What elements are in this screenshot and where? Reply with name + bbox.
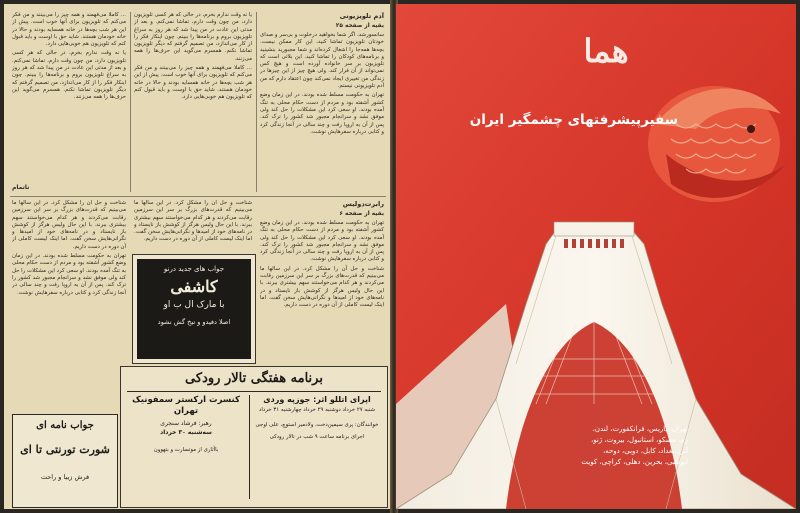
article-subhead: بقیه از صفحه ۲۵ [335,23,384,29]
bottom-ad-line1: جواب نامه ای [36,420,94,431]
article-body-right: سانسورشد، اگر شما بخواهید درخلوت و بی‌سر و صدای خودتان تلویزیون تماشا کنید، این کار ممکن نیست. بچه‌ها همه‌جا را اشغال کرده‌اند و شما مجبورید بنشینید و برنامه‌های کودکان را تماشا کنید. این بلائی است که تلویزیون بر سر خانواده آورده است و هیچ کس نمی‌تواند از آن فرار کند. ولی هیچ چیز از این چیزها در زندگی من تغییری ایجاد نمی‌کند چون اعتقاد دارم که من آدم تلویزیونی نیستم. [260,32,384,90]
destinations-line-2: رم، مسکو، استانبول، بیروت، ژنو، [590,436,688,444]
section-divider [10,196,386,197]
concert-block [127,395,245,454]
article-body-right-cont: تهران به حکومت مسلط شده بودند. در این زمان وضع کشور آشفته بود و مردم از دست حکام محلی به تنگ آمده بودند. او سعی کرد این مشکلات را حل کند ولی موفق نشد و سرانجام مجبور شد کشور را ترک کند. پس از آن به اروپا رفت و چند سالی در آنجا زندگی کرد و کتابی درباره سفرهایش نوشت. [260,92,384,135]
opera-title: اپرای اتللو اثر: جوزپه وردی [263,395,371,404]
concert-conductor: رهبر: فرشاد سنجری [160,420,212,427]
column-left-top [12,12,126,186]
program-title: برنامه هفتگی تالار رودکی [185,371,323,386]
lower-body-left-cont: تهران به حکومت مسلط شده بودند. در این زمان وضع کشور آشفته بود و مردم از دست حکام محلی به تنگ آمده بودند. او سعی کرد این مشکلات را حل کند ولی موفق نشد و سرانجام مجبور شد کشور را ترک کند. پس از آن به اروپا رفت و چند سالی در آنجا زندگی کرد و کتابی درباره سفرهایش نوشت. [12,253,126,296]
continued-label: ناتمام [12,184,30,191]
left-page [4,4,392,509]
article-body-middle-cont: ... کاملا می‌فهمند و همه چیز را می‌بینند و من فکر می‌کنم که تلویزیون برای آنها خوب است. پیش از این هر شب بچه‌ها در خانه همسایه بودند و حالا در خانه خودمان هستند. شاید حق با اوست و باید قبول کنم که تلویزیون هم خوبی‌هایی دارد. [134,65,252,101]
destinations-line-1: تهران، پاریس، فرانکفورت، لندن، [592,425,688,433]
column-right-top [260,12,384,192]
concert-date: سه‌شنبه ۳۰ خرداد [160,429,212,436]
destinations-list [508,424,688,468]
column-lower-middle [134,200,252,252]
opera-cast: خوانندگان: پری سیمین‌دخت، ولادمیر استوچ، علی اوجی [255,422,379,428]
lower-body-right-cont: شناخت و حل آن را مشکل کرد. در این سالها ما می‌بینیم که قدرت‌های بزرگ بر سر این سرزمین رقابت می‌کردند و هر کدام می‌خواستند سهم بیشتری ببرند. با این حال ولیس هرگز از کوشش باز نایستاد و در نامه‌های خود از امیدها و نگرانی‌هایش سخن گفت. اما اینک لیست کاملی از آن دوره در دست داریم. [260,265,384,309]
lower-heading: رابرت‌دولیس [342,200,384,208]
opera-notes: اجرای برنامه ساعت ۹ شب در تالار رودکی [269,434,365,440]
tv-ad-panel [137,259,251,359]
column-lower-left [12,200,126,404]
lower-subhead: بقیه از صفحه ۶ [339,211,384,217]
destinations-line-4: ابوظبی، بحرین، دهلی، کراچی، کویت [581,458,688,466]
right-page-poster [396,4,796,509]
poster-headline: سفیرپیشرفتهای چشمگیر ایران [469,112,678,128]
magazine-masthead: هما [583,32,629,70]
article-heading: آدم تلویزیونی [339,12,384,20]
concert-program: باآثاری از موتسارت و بتهوون [153,447,219,453]
lower-body-middle: شناخت و حل آن را مشکل کرد. در این سالها ما می‌بینیم که قدرت‌های بزرگ بر سر این سرزمین رقابت می‌کردند و هر کدام می‌خواستند سهم بیشتری ببرند. با این حال ولیس هرگز از کوشش باز نایستاد و در نامه‌های خود از امیدها و نگرانی‌هایش سخن گفت. اما اینک لیست کاملی از آن دوره در دست داریم. [134,200,252,243]
column-middle-top [134,12,252,192]
tv-ad-brand: کاشفی [170,277,218,296]
article-body-middle: یا نه وقت ندارم بخرم، در حالی که هر کسی تلویزیون دارد، من چون وقت دارم، تماشا نمی‌کنم. و بعد از مدتی این عادت در من پیدا شد که هر روز به سراغ تلویزیون بروم و برنامه‌ها را ببینم. چون اینکار فکر را از کار می‌اندازد، من تصمیم گرفتم که دیگر تلویزیون تماشا نکنم. همسرم می‌گوید این حرف‌ها را همه می‌زنند. [134,12,252,62]
program-title-rule [127,391,381,392]
tv-ad-line2: با مارک ال ب او [163,300,225,310]
destinations-line-3: آتن، بغداد، کابل، دوبی، دوحه، [602,447,688,455]
tv-ad-line1: جواب های جدید درنو [163,265,225,273]
opera-block [253,395,381,441]
tv-ad-line3: اصلا دفیدو و تیخ گش نشود [157,318,231,326]
column-lower-right [260,200,384,362]
bottom-ad-line2: شورت تورنتی تا ای [20,443,110,456]
bottom-left-advertisement [12,414,118,508]
opera-days: شنبه ۲۷ خرداد دوشنبه ۲۹ خرداد چهارشنبه ۳۱ خرداد [259,407,375,413]
program-divider [249,395,250,499]
concert-title: کنسرت ارکستر سمفونیک تهران [132,395,240,416]
tv-advertisement [132,254,256,364]
rudaki-program-box [120,366,388,508]
bottom-ad-line3: فرش زیبا و راحت [40,473,90,481]
lower-body-left: شناخت و حل آن را مشکل کرد. در این سالها ما می‌بینیم که قدرت‌های بزرگ بر سر این سرزمین رقابت می‌کردند و هر کدام می‌خواستند سهم بیشتری ببرند. با این حال ولیس هرگز از کوشش باز نایستاد و در نامه‌های خود از امیدها و نگرانی‌هایش سخن گفت. اما اینک لیست کاملی از آن دوره در دست داریم. [12,200,126,250]
column-divider [256,12,257,192]
lower-body-right: تهران به حکومت مسلط شده بودند. در این زمان وضع کشور آشفته بود و مردم از دست حکام محلی به تنگ آمده بودند. او سعی کرد این مشکلات را حل کند ولی موفق نشد و سرانجام مجبور شد کشور را ترک کند. پس از آن به اروپا رفت و چند سالی در آنجا زندگی کرد و کتابی درباره سفرهایش نوشت. [260,220,384,263]
column-divider [130,12,131,192]
article-body-left: ... کاملا می‌فهمند و همه چیز را می‌بینند و من فکر می‌کنم که تلویزیون برای آنها خوب است. پیش از این هر شب بچه‌ها در خانه همسایه بودند و حالا در خانه خودمان هستند. شاید حق با اوست و باید قبول کنم که تلویزیون هم خوبی‌هایی دارد. [12,12,126,48]
article-body-left-cont: یا نه وقت ندارم بخرم، در حالی که هر کسی تلویزیون دارد، من چون وقت دارم، تماشا نمی‌کنم. و بعد از مدتی این عادت در من پیدا شد که هر روز به سراغ تلویزیون بروم و برنامه‌ها را ببینم. چون اینکار فکر را از کار می‌اندازد، من تصمیم گرفتم که دیگر تلویزیون تماشا نکنم. همسرم می‌گوید این حرف‌ها را همه می‌زنند. [12,50,126,101]
